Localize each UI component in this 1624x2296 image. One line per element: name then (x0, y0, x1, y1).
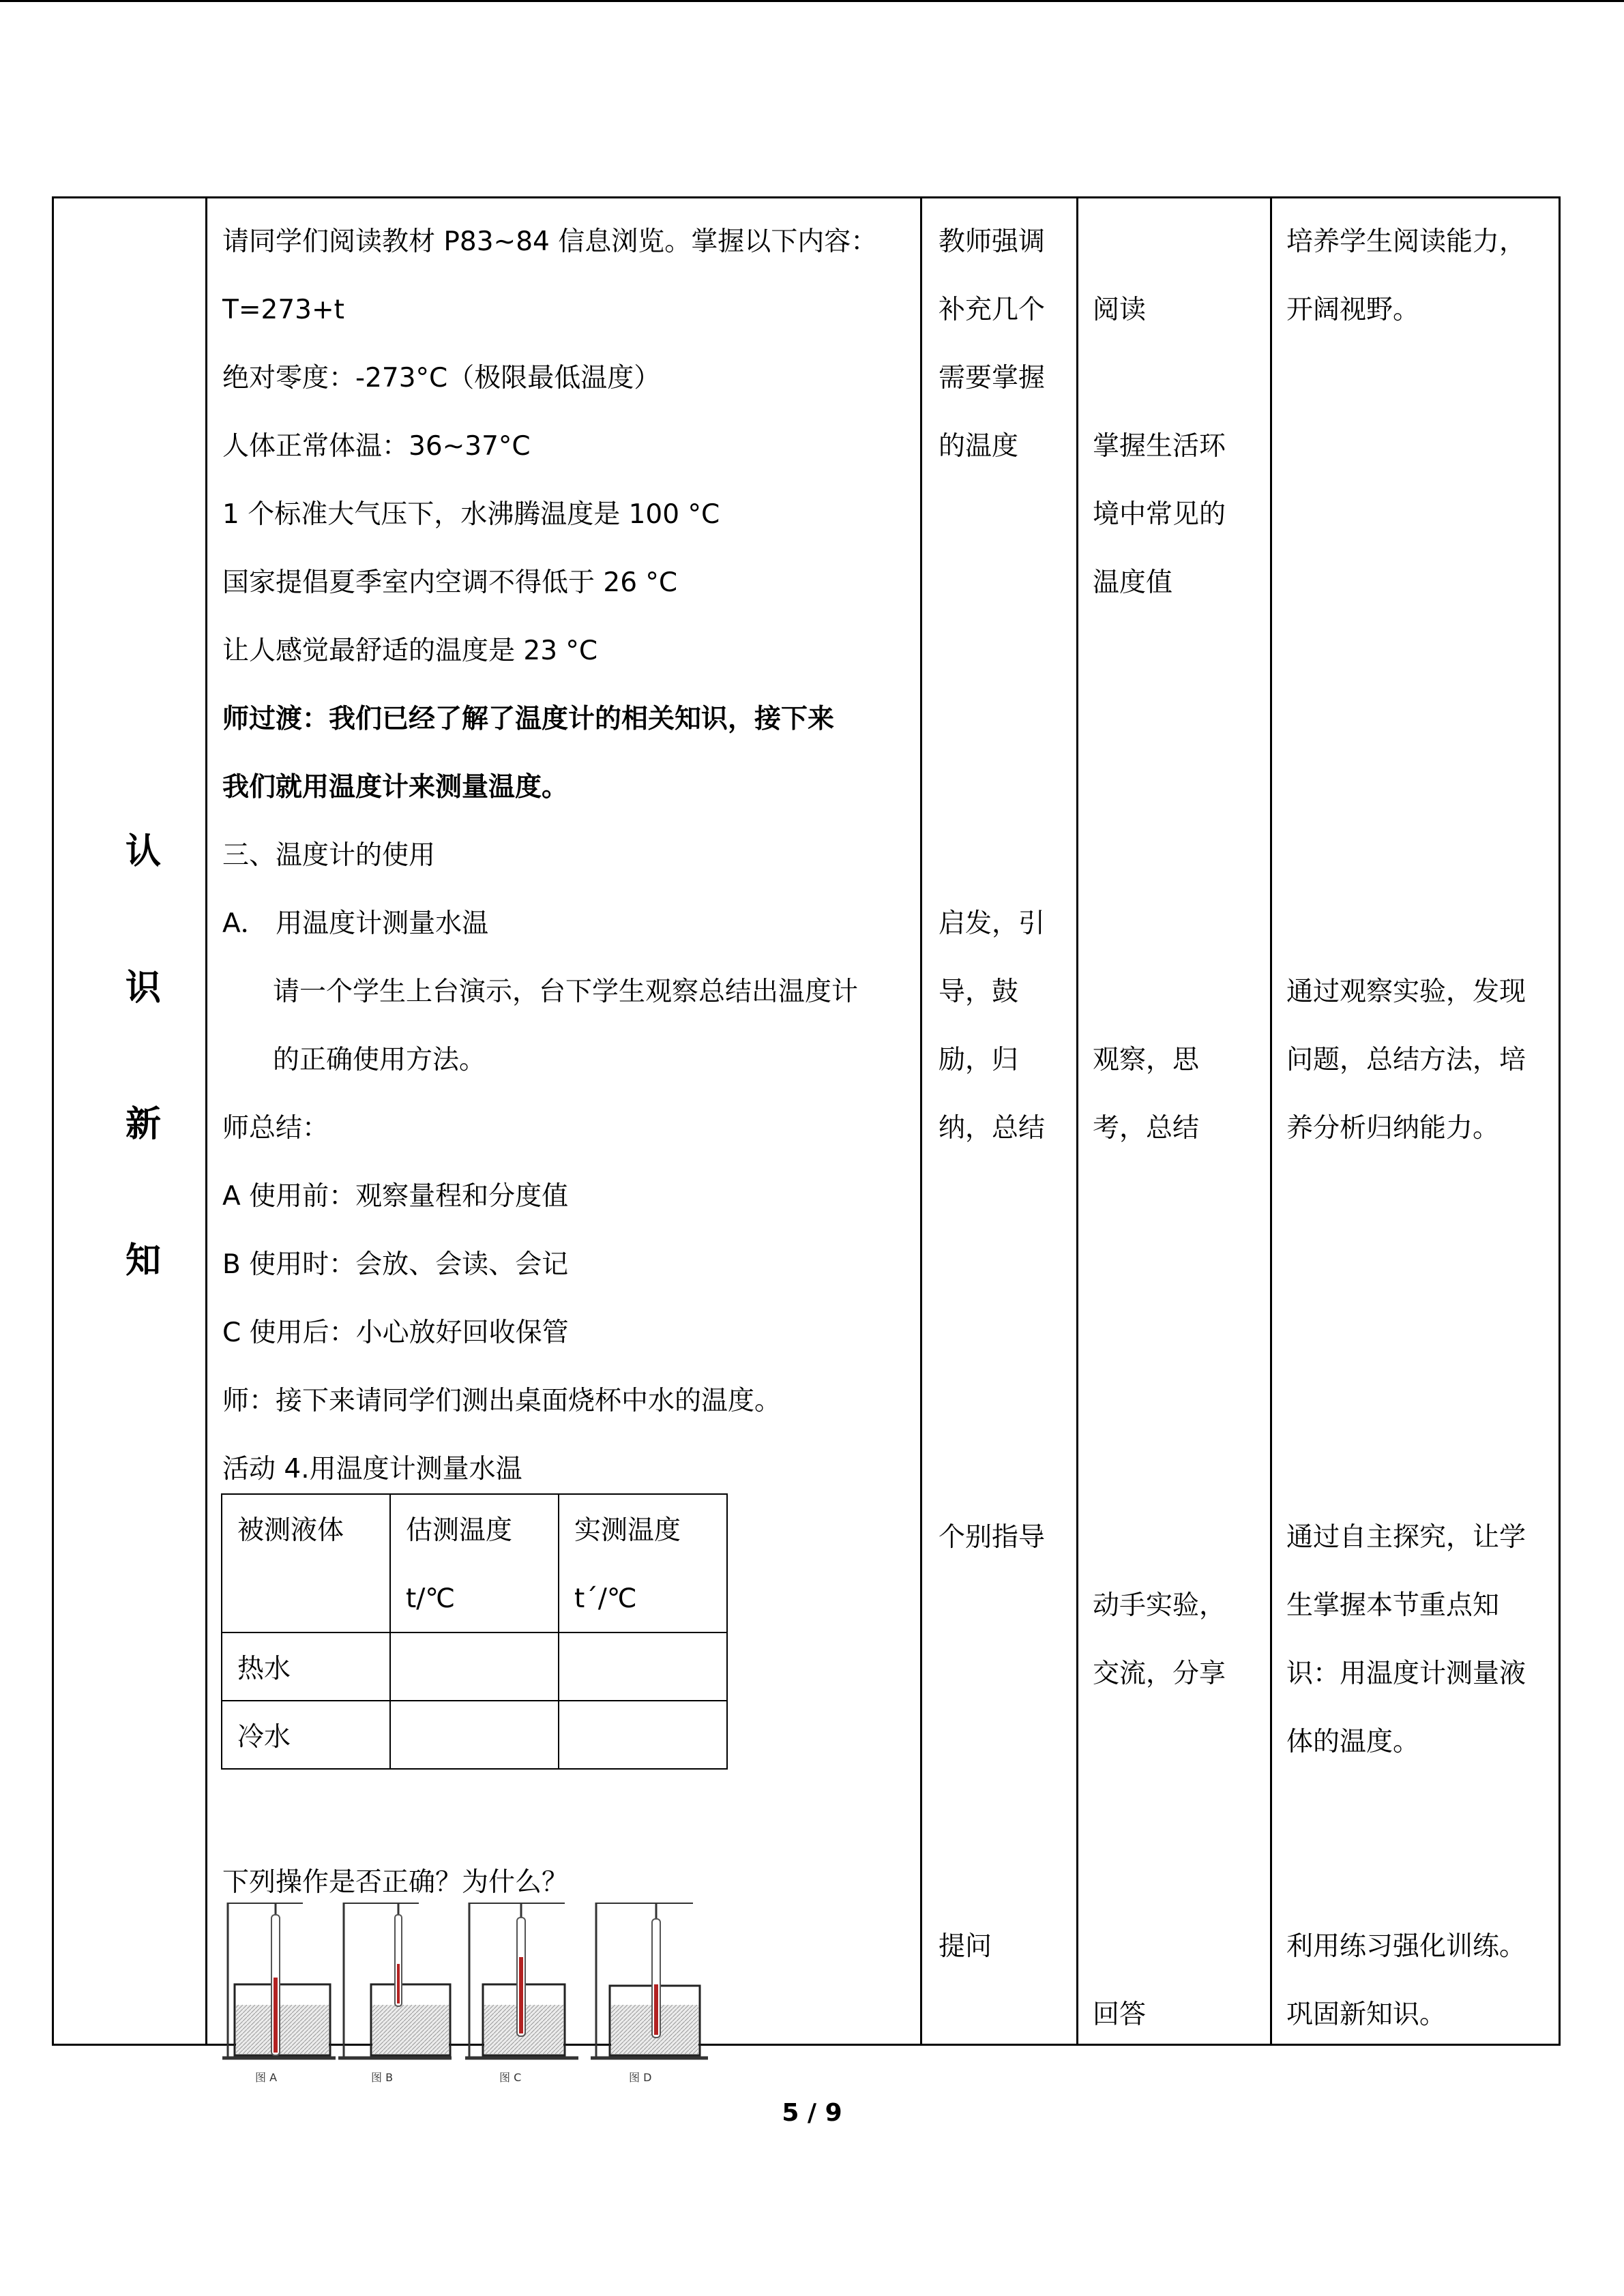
student-activity-line: 阅读 (1093, 295, 1147, 325)
table-cell (390, 1494, 559, 1632)
teacher-activity-line: 补充几个 (939, 295, 1046, 325)
table-cell (222, 1632, 390, 1701)
row-label: 冷水 (237, 1722, 291, 1753)
content-line: 师总结： (222, 1113, 329, 1144)
content-line: 师：接下来请同学们测出桌面烧杯中水的温度。 (222, 1386, 782, 1416)
header-label: 被测液体 (237, 1515, 344, 1546)
teacher-activity-line: 导，鼓 (939, 976, 1019, 1007)
table-row (222, 1701, 727, 1769)
header-unit: t´/℃ (574, 1583, 637, 1614)
table-cell (559, 1632, 727, 1701)
section-label-char: 认 (126, 831, 162, 872)
row-label: 热水 (237, 1654, 291, 1684)
thermometer-figure (222, 1903, 713, 2087)
content-line: A 使用前：观察量程和分度值 (222, 1181, 569, 1212)
purpose-line: 利用练习强化训练。 (1286, 1931, 1526, 1962)
content-line: T=273+t (222, 295, 344, 325)
page-number: 5 / 9 (782, 2099, 842, 2127)
content-line: C 使用后：小心放好回收保管 (222, 1317, 569, 1348)
beaker-diagram-b (338, 1903, 452, 2058)
column-divider (1270, 196, 1272, 2046)
header-label: 估测温度 (406, 1515, 513, 1546)
section-heading: 三、温度计的使用 (222, 840, 436, 871)
transition-line: 我们就用温度计来测量温度。 (222, 772, 569, 803)
purpose-line: 生掌握本节重点知 (1286, 1590, 1500, 1621)
beaker-diagram-d (591, 1903, 708, 2058)
purpose-line: 开阔视野。 (1286, 295, 1420, 325)
purpose-line: 养分析归纳能力。 (1286, 1113, 1500, 1144)
teacher-activity-line: 需要掌握 (939, 363, 1046, 393)
figure-label-a: 图 A (255, 2071, 278, 2084)
student-activity-line: 考，总结 (1093, 1113, 1200, 1144)
column-divider (205, 196, 207, 2046)
student-activity-line: 交流，分享 (1093, 1658, 1226, 1689)
header-label: 实测温度 (574, 1515, 681, 1546)
purpose-line: 通过观察实验，发现 (1286, 976, 1526, 1007)
header-unit: t/℃ (406, 1583, 456, 1614)
teacher-activity-line: 教师强调 (939, 226, 1046, 257)
student-activity-line: 观察，思 (1093, 1045, 1200, 1075)
table-header-row (222, 1494, 727, 1632)
teacher-activity-line: 提问 (939, 1931, 992, 1962)
measurement-table (221, 1493, 728, 1770)
content-line: B 使用时：会放、会读、会记 (222, 1249, 569, 1280)
table-row (222, 1632, 727, 1701)
content-line: 国家提倡夏季室内空调不得低于 26 °C (222, 567, 678, 598)
teacher-activity-line: 的温度 (939, 431, 1019, 462)
content-line: 的正确使用方法。 (273, 1045, 486, 1075)
table-cell (222, 1494, 390, 1632)
table-cell (559, 1701, 727, 1769)
figure-label-b: 图 B (371, 2071, 394, 2084)
student-activity-line: 掌握生活环 (1093, 431, 1226, 462)
content-line: 请同学们阅读教材 P83~84 信息浏览。掌握以下内容： (222, 226, 878, 257)
question-line: 下列操作是否正确？为什么？ (222, 1867, 569, 1898)
activity-title: 活动 4.用温度计测量水温 (222, 1454, 522, 1485)
teacher-activity-line: 启发，引 (939, 908, 1046, 939)
section-label-char: 知 (126, 1240, 162, 1281)
page-top-border (0, 0, 1624, 2)
transition-line: 师过渡：我们已经了解了温度计的相关知识，接下来 (222, 704, 835, 734)
purpose-line: 识：用温度计测量液 (1286, 1658, 1526, 1689)
teacher-activity-line: 纳，总结 (939, 1113, 1046, 1144)
purpose-line: 培养学生阅读能力， (1286, 226, 1526, 257)
content-line: 请一个学生上台演示，台下学生观察总结出温度计 (273, 976, 859, 1007)
content-line: 人体正常体温：36~37°C (222, 431, 531, 462)
student-activity-line: 温度值 (1093, 567, 1173, 598)
figure-label-d: 图 D (629, 2071, 652, 2084)
student-activity-line: 回答 (1093, 1999, 1147, 2030)
column-divider (1076, 196, 1078, 2046)
purpose-line: 问题，总结方法，培 (1286, 1045, 1526, 1075)
student-activity-line: 境中常见的 (1093, 499, 1226, 530)
subsection-heading: A． 用温度计测量水温 (222, 908, 489, 939)
content-line: 1 个标准大气压下，水沸腾温度是 100 °C (222, 499, 720, 530)
purpose-line: 体的温度。 (1286, 1727, 1420, 1757)
student-activity-line: 动手实验， (1093, 1590, 1226, 1621)
table-cell (390, 1701, 559, 1769)
table-cell (222, 1701, 390, 1769)
table-cell (390, 1632, 559, 1701)
beaker-diagram-c (465, 1903, 578, 2058)
table-cell (559, 1494, 727, 1632)
column-divider (920, 196, 922, 2046)
purpose-line: 巩固新知识。 (1286, 1999, 1447, 2030)
figure-label-c: 图 C (499, 2071, 522, 2084)
beaker-diagram-a (222, 1903, 336, 2058)
purpose-line: 通过自主探究，让学 (1286, 1522, 1526, 1553)
teacher-activity-line: 个别指导 (939, 1522, 1046, 1553)
content-line: 让人感觉最舒适的温度是 23 °C (222, 636, 598, 666)
section-label-char: 识 (126, 968, 162, 1009)
content-line: 绝对零度：-273°C（极限最低温度） (222, 363, 661, 393)
section-label-char: 新 (126, 1104, 162, 1145)
teacher-activity-line: 励，归 (939, 1045, 1019, 1075)
